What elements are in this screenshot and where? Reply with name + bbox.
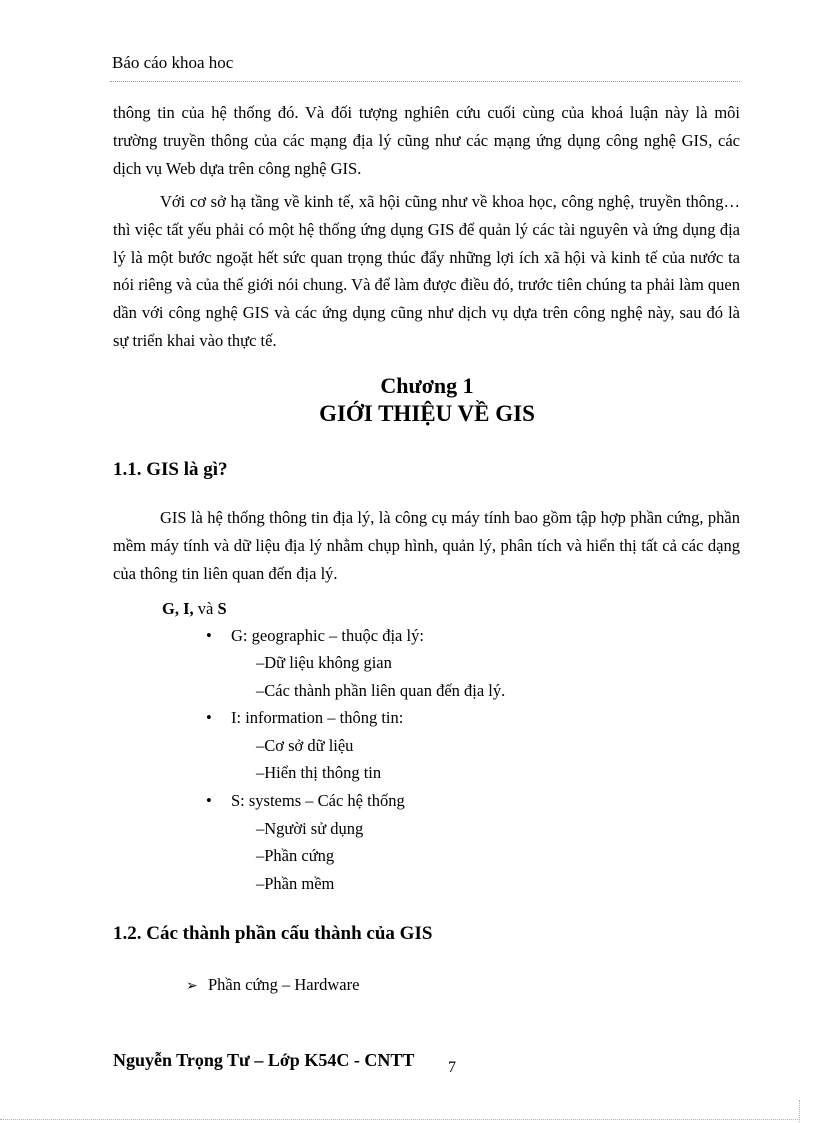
list-item-label: G: geographic – thuộc địa lý:: [231, 626, 424, 645]
intro-paragraph-2: Với cơ sở hạ tầng về kinh tế, xã hội cũng như về khoa học, công nghệ, truyền thông…thì việc tất yếu phải có một hệ thống ứng dụng GIS để quản lý các tài nguyên và ứng dụng địa lý là một bước ngoặt hết sức quan trọng thúc đẩy những lợi ích xã hội và kinh tế của nước ta nói riêng và của thế giới nói chung. Và để làm được điều đó, trước tiên chúng ta phải làm quen dần với công nghệ GIS và các ứng dụng cũng như dịch vụ dựa trên công nghệ này, sau đó là sự triển khai vào thực tế.: [113, 192, 740, 350]
page-number: 7: [448, 1059, 456, 1076]
list-item-label: S: systems – Các hệ thống: [231, 791, 405, 810]
footer-author: Nguyễn Trọng Tư – Lớp K54C - CNTT: [113, 1050, 415, 1070]
page-header: Báo cáo khoa hoc: [112, 53, 234, 72]
bullet-icon: •: [206, 708, 212, 727]
sub-item: –Cơ sở dữ liệu: [256, 736, 354, 755]
gis-acronym-label: [162, 599, 227, 619]
chapter-number: Chương 1: [380, 373, 474, 398]
gis-label-conjunction: và: [193, 599, 218, 618]
list-item-information: [206, 708, 403, 728]
section-1-1-body: GIS là hệ thống thông tin địa lý, là công cụ máy tính bao gồm tập hợp phần cứng, phần mềm máy tính và dữ liệu địa lý nhằm chụp hình, quản lý, phân tích và hiển thị tất cả các dạng của thông tin liên quan đến địa lý.: [113, 508, 740, 583]
bullet-icon: •: [206, 626, 212, 645]
sub-item: –Phần mềm: [256, 874, 335, 893]
sub-item: –Dữ liệu không gian: [256, 653, 392, 672]
sub-item: –Hiển thị thông tin: [256, 763, 382, 782]
gis-label-letter-s: S: [217, 599, 227, 618]
chapter-title: GIỚI THIỆU VỀ GIS: [319, 401, 535, 426]
section-heading-1-1: 1.1. GIS là gì?: [113, 459, 228, 480]
intro-paragraph-1: thông tin của hệ thống đó. Và đối tượng nghiên cứu cuối cùng của khoá luận này là môi trường truyền thông của các mạng địa lý cũng như các mạng ứng dụng công nghệ GIS, các dịch vụ Web dựa trên công nghệ GIS.: [113, 103, 740, 178]
sub-item: –Người sử dụng: [256, 819, 364, 838]
list-item-geographic: [206, 626, 424, 646]
list-item-systems: [206, 791, 405, 811]
sub-item: –Phần cứng: [256, 846, 335, 865]
list-item-label: I: information – thông tin:: [231, 708, 404, 727]
hardware-item-label: Phần cứng – Hardware: [208, 975, 360, 994]
arrow-bullet-icon: ➢: [186, 979, 198, 994]
hardware-item: [186, 975, 359, 995]
gis-label-letters: G, I,: [162, 599, 194, 618]
page-edge-rule-vertical: [799, 1100, 800, 1122]
section-heading-1-2: 1.2. Các thành phần cấu thành của GIS: [113, 923, 433, 944]
sub-item: –Các thành phần liên quan đến địa lý.: [256, 681, 506, 700]
header-divider: [110, 81, 740, 82]
bullet-icon: •: [206, 791, 212, 810]
page-edge-rule: [0, 1119, 800, 1120]
